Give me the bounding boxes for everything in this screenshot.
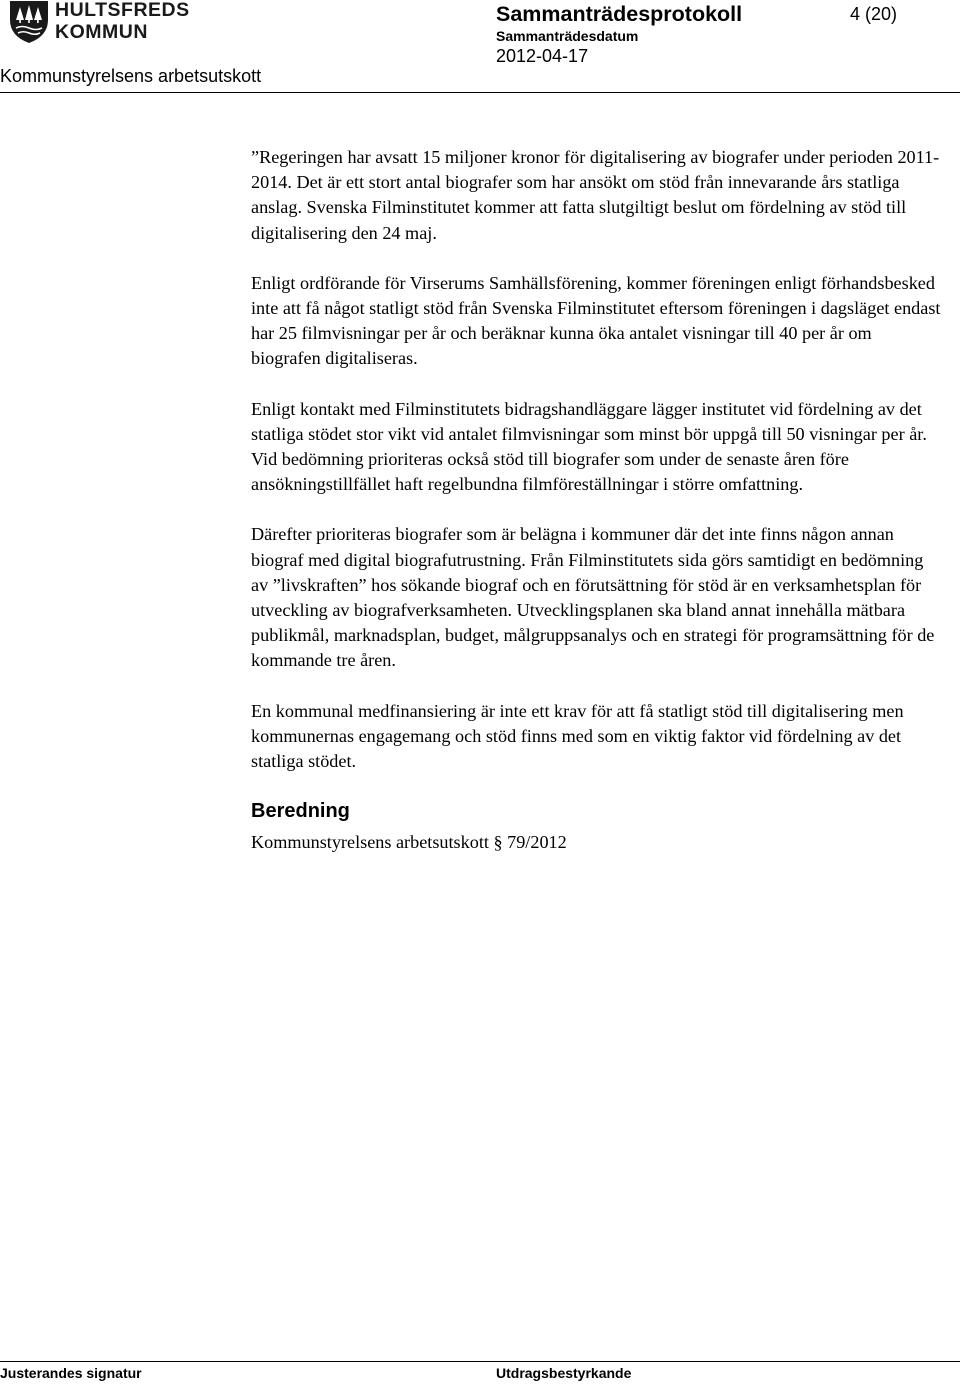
page-number: 4 (20) [850, 4, 898, 24]
body-paragraph: Därefter prioriteras biografer som är belägna i kommuner där det inte finns någon annan biograf med digital biografutrustning. Från Filminstitutets sida görs samtidigt en bedömning av ”livskraften” hos sökande biograf och en förutsättning för stöd är en verksamhetsplan för utveckling av biografverksamheten. Utvecklingsplanen ska bland annat innehålla mätbara publikmål, marknadsplan, budget, målgruppsanalys och en strategi för programsättning för de kommande tre åren. [251, 524, 935, 671]
section-heading: Beredning [251, 800, 350, 823]
section-reference: Kommunstyrelsens arbetsutskott § 79/2012 [251, 832, 567, 853]
header-divider [0, 92, 960, 93]
document-title: Sammanträdesprotokoll [496, 2, 743, 26]
logo-text-line2: KOMMUN [55, 21, 148, 43]
meeting-date-label: Sammanträdesdatum [496, 28, 639, 44]
logo-text-line1: HULTSFREDS [55, 0, 190, 21]
footer-signature-label: Justerandes signatur [0, 1365, 142, 1381]
body-paragraph: Enligt kontakt med Filminstitutets bidragshandläggare lägger institutet vid fördelning av det statliga stödet stor vikt vid antalet filmvisningar som minst bör uppgå till 50 visningar per år. Vid bedömning prioriteras också stöd till biografer som under de senaste åren före ansökningstillfället haft regelbundna filmföreställningar i större omfattning. [251, 398, 927, 495]
footer-certification-label: Utdragsbestyrkande [496, 1365, 632, 1381]
municipality-crest-icon [8, 0, 50, 44]
body-paragraph: En kommunal medfinansiering är inte ett krav för att få statligt stöd till digitalisering men kommunernas engagemang och stöd finns med som en viktig faktor vid fördelning av det statliga stödet. [251, 700, 904, 772]
document-body [251, 145, 941, 880]
footer-divider [0, 1361, 960, 1362]
committee-name: Kommunstyrelsens arbetsutskott [0, 66, 262, 86]
municipality-logo [8, 0, 190, 44]
body-paragraph: Enligt ordförande för Virserums Samhällsförening, kommer föreningen enligt förhandsbesked inte att få något statligt stöd från Svenska Filminstitutet eftersom föreningen i dagsläget endast har 25 filmvisningar per år och beräknar kunna öka antalet visningar till 40 per år om biografen digitaliseras. [251, 272, 941, 369]
meeting-date-value: 2012-04-17 [496, 46, 589, 66]
body-paragraph: ”Regeringen har avsatt 15 miljoner kronor för digitalisering av biografer under perioden 2011-2014. Det är ett stort antal biografer som har ansökt om stöd från innevarande års statliga anslag. Svenska Filminstitutet kommer att fatta slutgiltigt beslut om fördelning av stöd till digitalisering den 24 maj. [251, 147, 940, 243]
